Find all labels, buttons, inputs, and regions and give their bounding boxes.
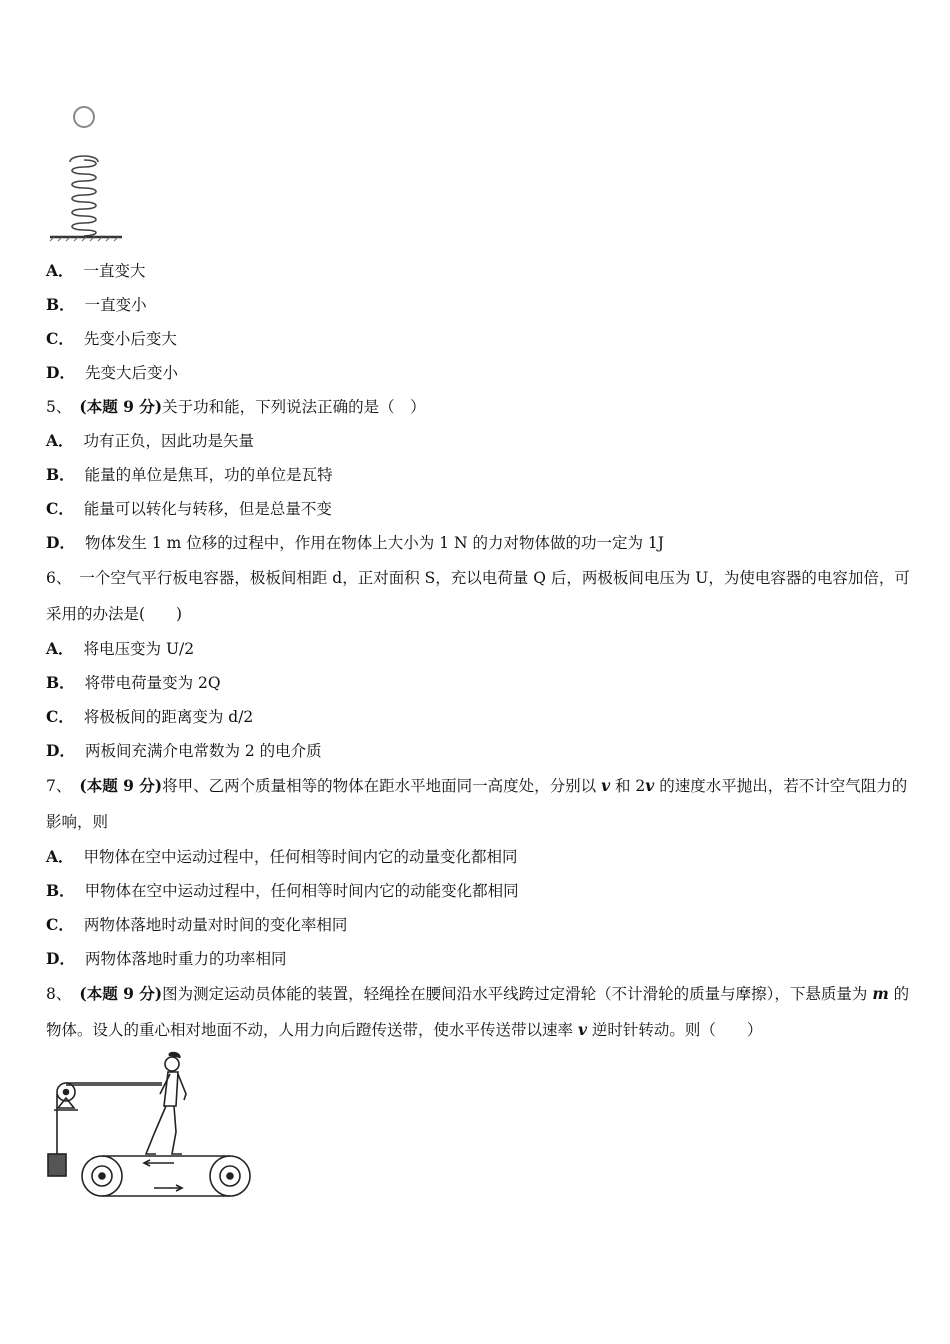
q4-option-a xyxy=(46,261,910,281)
q5-option-c xyxy=(46,499,910,519)
question-text: 的速度水平抛出，若不计空气阻力的影响，则 xyxy=(46,777,908,831)
q7-option-a xyxy=(46,847,910,867)
option-letter: C． xyxy=(46,499,74,518)
option-letter: C． xyxy=(46,915,74,934)
q8-stem xyxy=(46,976,910,1048)
mass-symbol: m xyxy=(872,984,889,1003)
question-text: 将甲、乙两个质量相等的物体在距水平地面同一高度处，分别以 xyxy=(162,777,602,795)
option-letter: D． xyxy=(46,741,75,760)
option-text: 两物体落地时动量对时间的变化率相同 xyxy=(83,916,348,934)
option-text: 一直变小 xyxy=(84,296,147,314)
spring-ball-figure xyxy=(46,100,130,244)
q7-stem xyxy=(46,768,910,840)
question-number: 5、 xyxy=(46,398,72,416)
question-number: 7、 xyxy=(46,777,72,795)
option-letter: B． xyxy=(46,673,75,692)
q5-option-b xyxy=(46,465,910,485)
option-text: 甲物体在空中运动过程中，任何相等时间内它的动能变化都相同 xyxy=(84,882,519,900)
q6-stem xyxy=(46,560,910,632)
velocity-symbol: v xyxy=(601,776,611,795)
option-text: 将电压变为 U/2 xyxy=(83,640,195,658)
question-text: 的物体。设人的重心相对地面不动，人用力向后蹬传送带，使水平传送带以速率 xyxy=(46,985,910,1039)
question-text: 逆时针转动。则（ ） xyxy=(586,1021,763,1039)
option-letter: B． xyxy=(46,295,75,314)
option-letter: A． xyxy=(46,639,74,658)
option-text: 两板间充满介电常数为 2 的电介质 xyxy=(84,742,322,760)
option-letter: B． xyxy=(46,881,75,900)
option-text: 将带电荷量变为 2Q xyxy=(84,674,221,692)
q4-option-c xyxy=(46,329,910,349)
question-number: 6、 xyxy=(46,569,72,587)
option-letter: D． xyxy=(46,533,75,552)
q6-option-c xyxy=(46,707,910,727)
option-letter: C． xyxy=(46,329,74,348)
option-letter: D． xyxy=(46,949,75,968)
treadmill-person-figure xyxy=(44,1050,256,1200)
question-text: 关于功和能，下列说法正确的是（ ） xyxy=(162,398,426,416)
option-letter: B． xyxy=(46,465,75,484)
q6-option-b xyxy=(46,673,910,693)
question-tag: (本题 9 分) xyxy=(79,776,163,795)
question-text: 图为测定运动员体能的装置，轻绳拴在腰间沿水平线跨过定滑轮（不计滑轮的质量与摩擦），下悬质量为 xyxy=(162,985,873,1003)
option-text: 一直变大 xyxy=(83,262,146,280)
q5-stem xyxy=(46,397,910,417)
q4-option-b xyxy=(46,295,910,315)
velocity-symbol: v xyxy=(577,1020,587,1039)
question-tag: (本题 9 分) xyxy=(79,397,163,416)
option-text: 先变小后变大 xyxy=(83,330,177,348)
option-letter: A． xyxy=(46,261,74,280)
q4-option-d xyxy=(46,363,910,383)
q6-option-d xyxy=(46,741,910,761)
option-text: 物体发生 1 m 位移的过程中，作用在物体上大小为 1 N 的力对物体做的功一定为 1J xyxy=(84,534,665,552)
velocity-symbol: v xyxy=(645,776,655,795)
option-letter: C． xyxy=(46,707,74,726)
q5-option-a xyxy=(46,431,910,451)
option-letter: A． xyxy=(46,847,74,866)
option-text: 两物体落地时重力的功率相同 xyxy=(84,950,287,968)
q7-option-d xyxy=(46,949,910,969)
option-text: 先变大后变小 xyxy=(84,364,178,382)
q7-option-b xyxy=(46,881,910,901)
option-text: 能量的单位是焦耳，功的单位是瓦特 xyxy=(84,466,333,484)
question-tag: (本题 9 分) xyxy=(79,984,163,1003)
option-text: 将极板间的距离变为 d/2 xyxy=(83,708,254,726)
q5-option-d xyxy=(46,533,910,553)
q6-option-a xyxy=(46,639,910,659)
option-text: 功有正负，因此功是矢量 xyxy=(83,432,255,450)
question-number: 8、 xyxy=(46,985,72,1003)
q7-option-c xyxy=(46,915,910,935)
question-text: 和 2 xyxy=(610,777,646,795)
option-text: 甲物体在空中运动过程中，任何相等时间内它的动量变化都相同 xyxy=(83,848,518,866)
question-text: 一个空气平行板电容器，极板间相距 d，正对面积 S，充以电荷量 Q 后，两极板间电压为 U，为使电容器的电容加倍，可采用的办法是( ) xyxy=(46,569,910,623)
option-text: 能量可以转化与转移，但是总量不变 xyxy=(83,500,332,518)
option-letter: A． xyxy=(46,431,74,450)
option-letter: D． xyxy=(46,363,75,382)
